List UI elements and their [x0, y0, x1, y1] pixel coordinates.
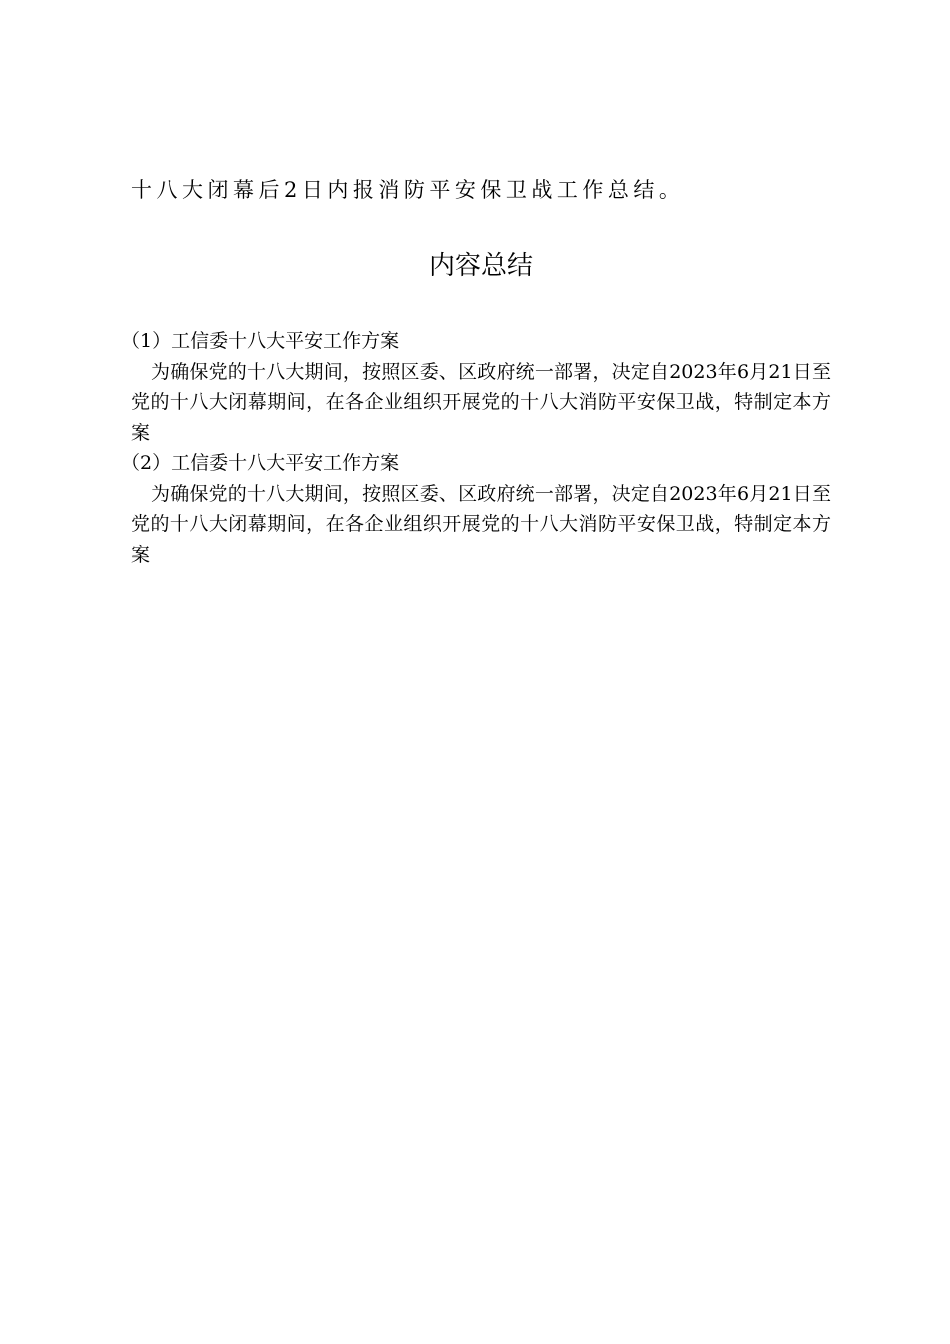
summary-item	[121, 326, 831, 448]
summary-item	[121, 448, 831, 570]
item-text: 为确保党的十八大期间，按照区委、区政府统一部署，决定自2023年6月21日至党的十八大闭幕期间，在各企业组织开展党的十八大消防平安保卫战，特制定本方案	[131, 482, 831, 566]
item-text: 为确保党的十八大期间，按照区委、区政府统一部署，决定自2023年6月21日至党的十八大闭幕期间，在各企业组织开展党的十八大消防平安保卫战，特制定本方案	[131, 360, 831, 444]
summary-body	[121, 326, 831, 570]
lead-paragraph: 十八大闭幕后2日内报消防平安保卫战工作总结。	[131, 178, 685, 202]
item-heading: （1）工信委十八大平安工作方案	[121, 330, 400, 352]
summary-title: 内容总结	[428, 251, 533, 281]
item-heading: （2）工信委十八大平安工作方案	[121, 452, 400, 474]
